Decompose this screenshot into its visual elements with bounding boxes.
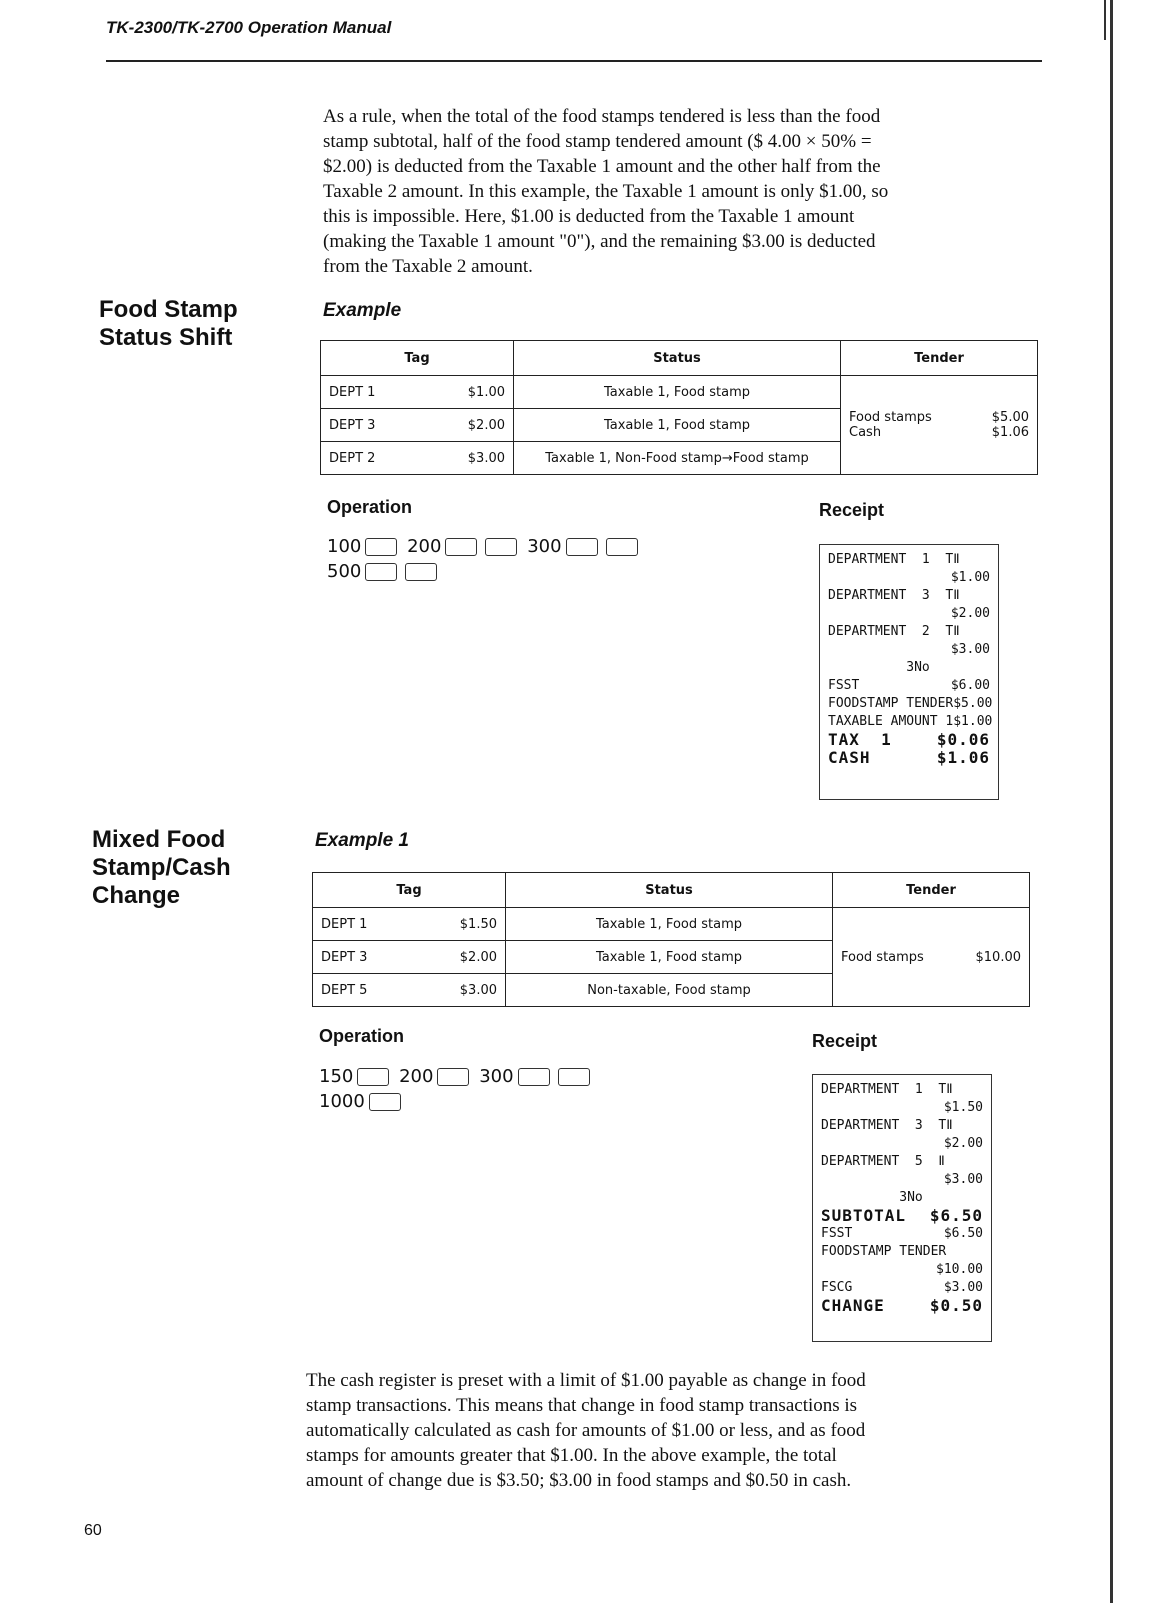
tag-header: Tag <box>313 873 506 908</box>
receipt-line-label: FSST <box>821 1226 853 1241</box>
receipt-line-label: DEPARTMENT 2 TⅡ <box>828 624 960 639</box>
amount-entry: 300 <box>479 1066 514 1087</box>
amount-entry: 200 <box>407 536 442 557</box>
dept-cell: DEPT 3 <box>321 409 425 442</box>
amount-entry: 100 <box>327 536 362 557</box>
receipt-line-value: $3.00 <box>950 642 990 657</box>
heading-line: Status Shift <box>99 324 233 351</box>
text-line: automatically calculated as cash for amounts of $1.00 or less, and as food <box>306 1420 866 1441</box>
status-header: Status <box>514 341 841 376</box>
receipt-line <box>821 1261 983 1279</box>
fs-tend-key-icon <box>369 1093 401 1111</box>
receipt-line-value: $2.00 <box>950 606 990 621</box>
receipt-line <box>821 1207 983 1225</box>
example-table <box>320 340 1038 475</box>
text-line: stamp subtotal, half of the food stamp tendered amount ($ 4.00 × 50% = <box>323 131 872 152</box>
heading-line: Stamp/Cash <box>92 854 231 881</box>
receipt-line <box>821 1153 983 1171</box>
receipt-line <box>821 1243 983 1261</box>
amount-cell: $2.00 <box>416 941 505 974</box>
amount-entry: 1000 <box>319 1091 365 1112</box>
status-cell: Taxable 1, Food stamp <box>506 941 833 974</box>
amount-cell: $2.00 <box>424 409 513 442</box>
text-line: The cash register is preset with a limit of $1.00 payable as change in food <box>306 1370 866 1391</box>
tender-label: Food stamps <box>849 410 932 425</box>
receipt-label: Receipt <box>812 1031 878 1051</box>
receipt-line-label: DEPARTMENT 5 Ⅱ <box>821 1154 945 1169</box>
table-row <box>313 908 1030 941</box>
amount-cell: $1.50 <box>416 908 505 941</box>
status-header: Status <box>506 873 833 908</box>
receipt-line-value: $6.50 <box>929 1206 983 1225</box>
receipt-line <box>821 1135 983 1153</box>
tender-line <box>841 950 1021 965</box>
amount-entry: 300 <box>527 536 562 557</box>
dept-1-key-icon <box>357 1068 389 1086</box>
header-rule <box>106 60 1042 62</box>
section-heading-mixed-food-stamp-cash-change <box>92 826 231 910</box>
tender-label: Cash <box>849 425 882 440</box>
receipt-line-label: DEPARTMENT 3 TⅡ <box>821 1118 953 1133</box>
text-line: from the Taxable 2 amount. <box>323 256 533 277</box>
dept-cell: DEPT 5 <box>313 974 417 1007</box>
dept-5-key-icon <box>518 1068 550 1086</box>
page-number: 60 <box>84 1522 102 1539</box>
tender-line <box>849 425 1029 440</box>
tag-header: Tag <box>321 341 514 376</box>
receipt-line <box>828 569 990 587</box>
receipt-line-label: FSCG <box>821 1280 853 1295</box>
operation-line <box>327 559 642 584</box>
amount-entry: 200 <box>399 1066 434 1087</box>
receipt-line-value: $0.06 <box>936 730 990 749</box>
receipt-line-label: 3No <box>828 660 930 675</box>
text-line: stamps for amounts greater that $1.00. In the above example, the total <box>306 1445 837 1466</box>
amount-entry: 150 <box>319 1066 354 1087</box>
closing-paragraph <box>306 1368 1026 1493</box>
dept-3-key-icon <box>437 1068 469 1086</box>
example-label: Example 1 <box>315 830 409 851</box>
receipt-line-label: FOODSTAMP TENDER <box>821 1244 947 1259</box>
receipt-line-value: $6.00 <box>950 678 990 693</box>
amount-cell: $1.00 <box>424 376 513 409</box>
tender-cell <box>833 908 1030 1007</box>
tender-header: Tender <box>833 873 1030 908</box>
receipt-line-label: SUBTOTAL <box>821 1206 907 1225</box>
amount-cell: $3.00 <box>424 442 513 475</box>
example-table <box>312 872 1030 1007</box>
receipt-line-value: $2.00 <box>943 1136 983 1151</box>
receipt-line-value: $1.00 <box>953 714 993 729</box>
receipt-line-value: $0.50 <box>929 1296 983 1315</box>
fs-subtotal-key-icon <box>558 1068 590 1086</box>
status-cell: Taxable 1, Food stamp <box>506 908 833 941</box>
operation-keys <box>319 1064 594 1114</box>
receipt-line <box>828 731 990 749</box>
operation-label: Operation <box>327 497 413 517</box>
text-line: $2.00) is deducted from the Taxable 1 amount and the other half from the <box>323 156 881 177</box>
receipt <box>819 544 999 800</box>
status-cell: Taxable 1, Food stamp <box>514 376 841 409</box>
text-line: As a rule, when the total of the food stamps tendered is less than the food <box>323 106 881 127</box>
status-cell: Taxable 1, Food stamp <box>514 409 841 442</box>
dept-2-key-icon <box>566 538 598 556</box>
receipt-line <box>821 1279 983 1297</box>
receipt-line-label: TAX 1 <box>828 730 892 749</box>
receipt-line <box>828 749 990 767</box>
text-line: amount of change due is $3.50; $3.00 in food stamps and $0.50 in cash. <box>306 1470 852 1491</box>
tender-label: Food stamps <box>841 949 924 965</box>
receipt-line <box>821 1081 983 1099</box>
status-cell: Non-taxable, Food stamp <box>506 974 833 1007</box>
amount-cell: $3.00 <box>416 974 505 1007</box>
amount-entry: 500 <box>327 561 362 582</box>
operation-label: Operation <box>319 1026 405 1046</box>
receipt-line-value: $1.06 <box>936 748 990 767</box>
receipt-line-label: DEPARTMENT 1 TⅡ <box>821 1082 953 1097</box>
tender-value: $1.06 <box>991 425 1029 440</box>
operation-line <box>327 534 642 559</box>
receipt-line-value: $3.00 <box>943 1280 983 1295</box>
receipt-line <box>828 551 990 569</box>
receipt-line-value: $1.50 <box>943 1100 983 1115</box>
receipt-line-value: $6.50 <box>943 1226 983 1241</box>
heading-line: Food Stamp <box>99 296 238 323</box>
fs-tend-key-icon <box>365 563 397 581</box>
receipt-line-label: 3No <box>821 1190 923 1205</box>
receipt-line <box>828 677 990 695</box>
receipt-line-label: FSST <box>828 678 860 693</box>
receipt-line <box>821 1189 983 1207</box>
section-heading-food-stamp-status-shift <box>99 296 238 352</box>
receipt-line <box>828 659 990 677</box>
receipt-line <box>828 623 990 641</box>
receipt-line <box>821 1297 983 1315</box>
heading-line: Mixed Food <box>92 826 226 853</box>
intro-paragraph <box>323 104 1043 279</box>
dept-cell: DEPT 2 <box>321 442 425 475</box>
receipt-line <box>828 695 993 713</box>
receipt-label: Receipt <box>819 500 885 520</box>
receipt-line-label: DEPARTMENT 3 TⅡ <box>828 588 960 603</box>
table-row <box>321 376 1038 409</box>
receipt-line <box>828 641 990 659</box>
receipt-line <box>821 1225 983 1243</box>
receipt-line <box>828 587 990 605</box>
receipt-line-label: CHANGE <box>821 1296 885 1315</box>
receipt-line-value: $10.00 <box>936 1262 983 1277</box>
tender-value: $5.00 <box>991 410 1029 425</box>
receipt-line-label: DEPARTMENT 1 TⅡ <box>828 552 960 567</box>
tender-header: Tender <box>841 341 1038 376</box>
tender-value: $10.00 <box>975 949 1021 965</box>
receipt-line-value: $1.00 <box>950 570 990 585</box>
text-line: stamp transactions. This means that change in food stamp transactions is <box>306 1395 858 1416</box>
receipt-line <box>821 1171 983 1189</box>
dept-cell: DEPT 3 <box>313 941 417 974</box>
receipt-line-value: $3.00 <box>943 1172 983 1187</box>
fs-key-icon <box>485 538 517 556</box>
receipt-line <box>828 713 993 731</box>
example-label: Example <box>323 300 402 321</box>
text-line: (making the Taxable 1 amount "0"), and the remaining $3.00 is deducted <box>323 231 876 252</box>
cash-amt-tend-key-icon <box>405 563 437 581</box>
dept-cell: DEPT 1 <box>313 908 417 941</box>
status-cell: Taxable 1, Non-Food stamp→Food stamp <box>514 442 841 475</box>
dept-1-key-icon <box>365 538 397 556</box>
dept-3-key-icon <box>445 538 477 556</box>
running-header: TK-2300/TK-2700 Operation Manual <box>106 18 392 37</box>
page-edge-mark <box>1104 0 1106 40</box>
text-line: Taxable 2 amount. In this example, the Taxable 1 amount is only $1.00, so <box>323 181 889 202</box>
operation-keys <box>327 534 642 584</box>
receipt-line-label: FOODSTAMP TENDER <box>828 696 954 711</box>
receipt-line-label: TAXABLE AMOUNT 1 <box>828 714 954 729</box>
receipt-line <box>821 1117 983 1135</box>
operation-line <box>319 1064 594 1089</box>
tender-cell <box>841 376 1038 475</box>
receipt <box>812 1074 992 1342</box>
dept-cell: DEPT 1 <box>321 376 425 409</box>
tender-line <box>849 410 1029 425</box>
receipt-line <box>821 1099 983 1117</box>
operation-line <box>319 1089 594 1114</box>
receipt-line-value: $5.00 <box>953 696 993 711</box>
text-line: this is impossible. Here, $1.00 is deducted from the Taxable 1 amount <box>323 206 855 227</box>
receipt-line-label: CASH <box>828 748 871 767</box>
page-edge-line <box>1110 0 1113 1603</box>
fs-subtotal-key-icon <box>606 538 638 556</box>
receipt-line <box>828 605 990 623</box>
heading-line: Change <box>92 882 181 909</box>
